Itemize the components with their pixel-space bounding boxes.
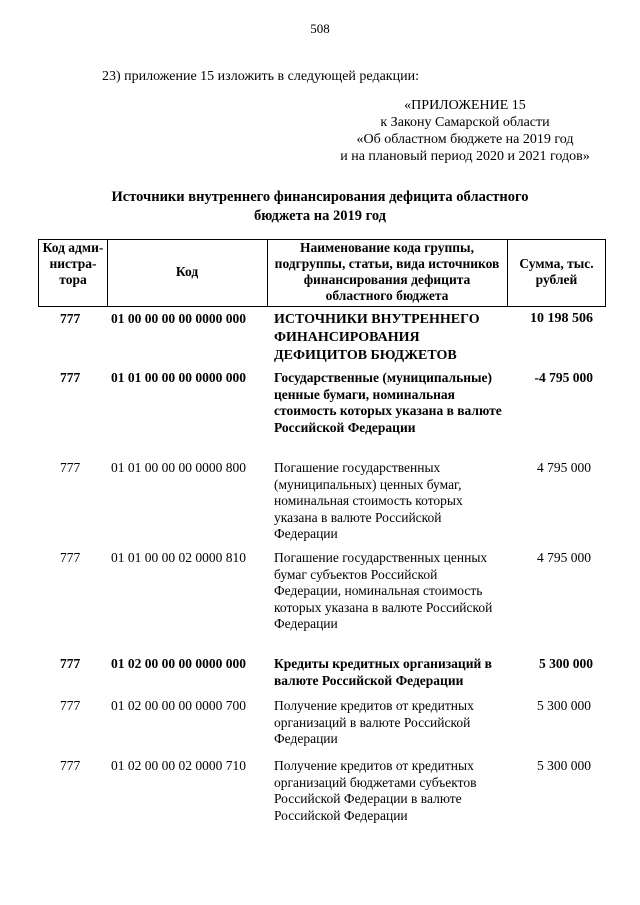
row-code: 01 02 00 00 02 0000 710	[111, 758, 246, 773]
table-border	[38, 239, 39, 306]
table-border	[507, 239, 508, 306]
row-name: ИСТОЧНИКИ ВНУТРЕННЕГО ФИНАНСИРОВАНИЯ ДЕФИЦИТОВ БЮДЖЕТОВ	[274, 312, 480, 363]
table-border	[605, 239, 606, 306]
row-sum: -4 795 000	[534, 370, 593, 385]
header-name: Наименование кода группы, подгруппы, статьи, вида источников финансирования дефицита областного бюджета	[274, 240, 500, 303]
appendix-header	[330, 97, 600, 165]
appendix-line: к Закону Самарской области	[380, 115, 550, 130]
row-code: 01 02 00 00 00 0000 000	[111, 656, 246, 671]
appendix-line: «ПРИЛОЖЕНИЕ 15	[404, 98, 526, 113]
row-admin: 777	[60, 656, 81, 671]
row-code: 01 01 00 00 00 0000 800	[111, 460, 246, 475]
row-admin: 777	[60, 758, 81, 773]
row-sum: 5 300 000	[539, 656, 593, 671]
row-name: Государственные (муниципальные) ценные бумаги, номинальная стоимость которых указана в валюте Российской Федерации	[274, 370, 502, 435]
row-sum: 4 795 000	[537, 550, 591, 565]
appendix-line: и на плановый период 2020 и 2021 годов»	[340, 149, 590, 164]
row-name: Кредиты кредитных организаций в валюте Российской Федерации	[274, 656, 492, 688]
row-sum: 5 300 000	[537, 698, 591, 713]
row-code: 01 00 00 00 00 0000 000	[111, 311, 246, 326]
row-name: Получение кредитов от кредитных организаций бюджетами субъектов Российской Федерации в валюте Российской Федерации	[274, 758, 477, 823]
row-name: Погашение государственных ценных бумаг субъектов Российской Федерации, номинальная стоимость которых указана в валюте Российской Федерации	[274, 550, 493, 631]
row-admin: 777	[60, 550, 81, 565]
row-admin: 777	[60, 698, 81, 713]
table-border	[267, 239, 268, 306]
header-code: Код	[175, 264, 199, 279]
document-title: Источники внутреннего финансирования дефицита областного бюджета на 2019 год	[111, 189, 529, 224]
intro-text: 23) приложение 15 изложить в следующей редакции:	[102, 69, 419, 84]
page-number: 508	[310, 21, 330, 36]
header-sum: Сумма, тыс. рублей	[519, 256, 594, 287]
row-sum: 4 795 000	[537, 460, 591, 475]
row-admin: 777	[60, 370, 81, 385]
row-name: Получение кредитов от кредитных организаций в валюте Российской Федерации	[274, 698, 474, 746]
row-code: 01 01 00 00 00 0000 000	[111, 370, 246, 385]
header-admin: Код адми-нистра-тора	[42, 240, 104, 287]
row-name: Погашение государственных (муниципальных) ценных бумаг, номинальная стоимость которых указана в валюте Российской Федерации	[274, 460, 463, 541]
row-admin: 777	[60, 311, 81, 326]
row-sum: 5 300 000	[537, 758, 591, 773]
row-admin: 777	[60, 460, 81, 475]
row-code: 01 02 00 00 00 0000 700	[111, 698, 246, 713]
row-sum: 10 198 506	[530, 311, 593, 326]
appendix-line: «Об областном бюджете на 2019 год	[356, 132, 574, 147]
row-code: 01 01 00 00 02 0000 810	[111, 550, 246, 565]
